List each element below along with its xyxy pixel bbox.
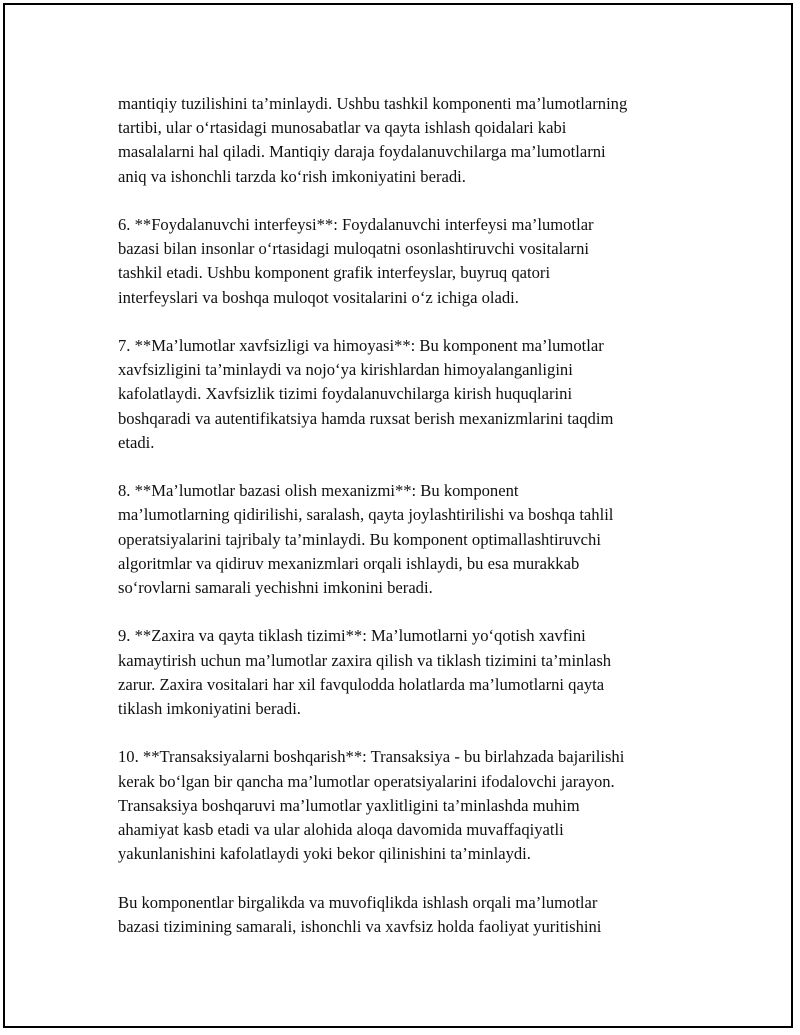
document-body — [118, 92, 698, 963]
text-line: etadi. — [118, 432, 155, 452]
text-line: 9. **Zaxira va qayta tiklash tizimi**: Ma’lumotlarni yo‘qotish xavfini — [118, 626, 586, 646]
text-line: ma’lumotlarning qidirilishi, saralash, qayta joylashtirilishi va boshqa tahlil — [118, 505, 614, 525]
paragraph-item-9 — [118, 624, 698, 721]
text-line: kamaytirish uchun ma’lumotlar zaxira qilish va tiklash tizimini ta’minlash — [118, 650, 612, 670]
text-line: algoritmlar va qidiruv mexanizmlari orqali ishlaydi, bu esa murakkab — [118, 553, 580, 573]
paragraph-intro — [118, 92, 698, 189]
text-line: tiklash imkoniyatini beradi. — [118, 699, 301, 719]
text-line: yakunlanishini kafolatlaydi yoki bekor qilinishini ta’minlaydi. — [118, 844, 531, 864]
text-line: 8. **Ma’lumotlar bazasi olish mexanizmi**: Bu komponent — [118, 481, 519, 501]
text-line: bazasi bilan insonlar o‘rtasidagi muloqatni osonlashtiruvchi vositalarni — [118, 239, 589, 259]
text-line: masalalarni hal qiladi. Mantiqiy daraja foydalanuvchilarga ma’lumotlarni — [118, 142, 606, 162]
paragraph-item-10 — [118, 745, 698, 866]
text-line: Transaksiya boshqaruvi ma’lumotlar yaxlitligini ta’minlashda muhim — [118, 795, 580, 815]
text-line: xavfsizligini ta’minlaydi va nojo‘ya kirishlardan himoyalanganligini — [118, 360, 573, 380]
text-line: boshqaradi va autentifikatsiya hamda ruxsat berish mexanizmlarini taqdim — [118, 408, 614, 428]
text-line: operatsiyalarini tajribaly ta’minlaydi. Bu komponent optimallashtiruvchi — [118, 529, 601, 549]
text-line: zarur. Zaxira vositalari har xil favqulodda holatlarda ma’lumotlarni qayta — [118, 674, 605, 694]
text-line: tartibi, ular o‘rtasidagi munosabatlar va qayta ishlash qoidalari kabi — [118, 118, 567, 138]
text-line: ahamiyat kasb etadi va ular alohida aloqa davomida muvaffaqiyatli — [118, 820, 564, 840]
paragraph-conclusion — [118, 891, 698, 939]
text-line: kerak bo‘lgan bir qancha ma’lumotlar operatsiyalarini ifodalovchi jarayon. — [118, 771, 615, 791]
text-line: Bu komponentlar birgalikda va muvofiqlikda ishlash orqali ma’lumotlar — [118, 892, 598, 912]
text-line: so‘rovlarni samarali yechishni imkonini beradi. — [118, 578, 433, 598]
text-line: 6. **Foydalanuvchi interfeysi**: Foydalanuvchi interfeysi ma’lumotlar — [118, 215, 594, 234]
paragraph-item-8 — [118, 479, 698, 600]
text-line: aniq va ishonchli tarzda ko‘rish imkoniyatini beradi. — [118, 166, 466, 186]
text-line: 7. **Ma’lumotlar xavfsizligi va himoyasi**: Bu komponent ma’lumotlar — [118, 336, 604, 355]
text-line: interfeyslari va boshqa muloqot vositalarini o‘z ichiga oladi. — [118, 287, 519, 307]
text-line: bazasi tizimining samarali, ishonchli va xavfsiz holda faoliyat yuritishini — [118, 916, 602, 936]
text-line: 10. **Transaksiyalarni boshqarish**: Transaksiya - bu birlahzada bajarilishi — [118, 747, 625, 767]
text-line: kafolatlaydi. Xavfsizlik tizimi foydalanuvchilarga kirish huquqlarini — [118, 384, 573, 404]
text-line: tashkil etadi. Ushbu komponent grafik interfeyslar, buyruq qatori — [118, 263, 551, 283]
paragraph-item-6 — [118, 213, 698, 310]
text-line: mantiqiy tuzilishini ta’minlaydi. Ushbu tashkil komponenti ma’lumotlarning — [118, 94, 628, 113]
paragraph-item-7 — [118, 334, 698, 455]
